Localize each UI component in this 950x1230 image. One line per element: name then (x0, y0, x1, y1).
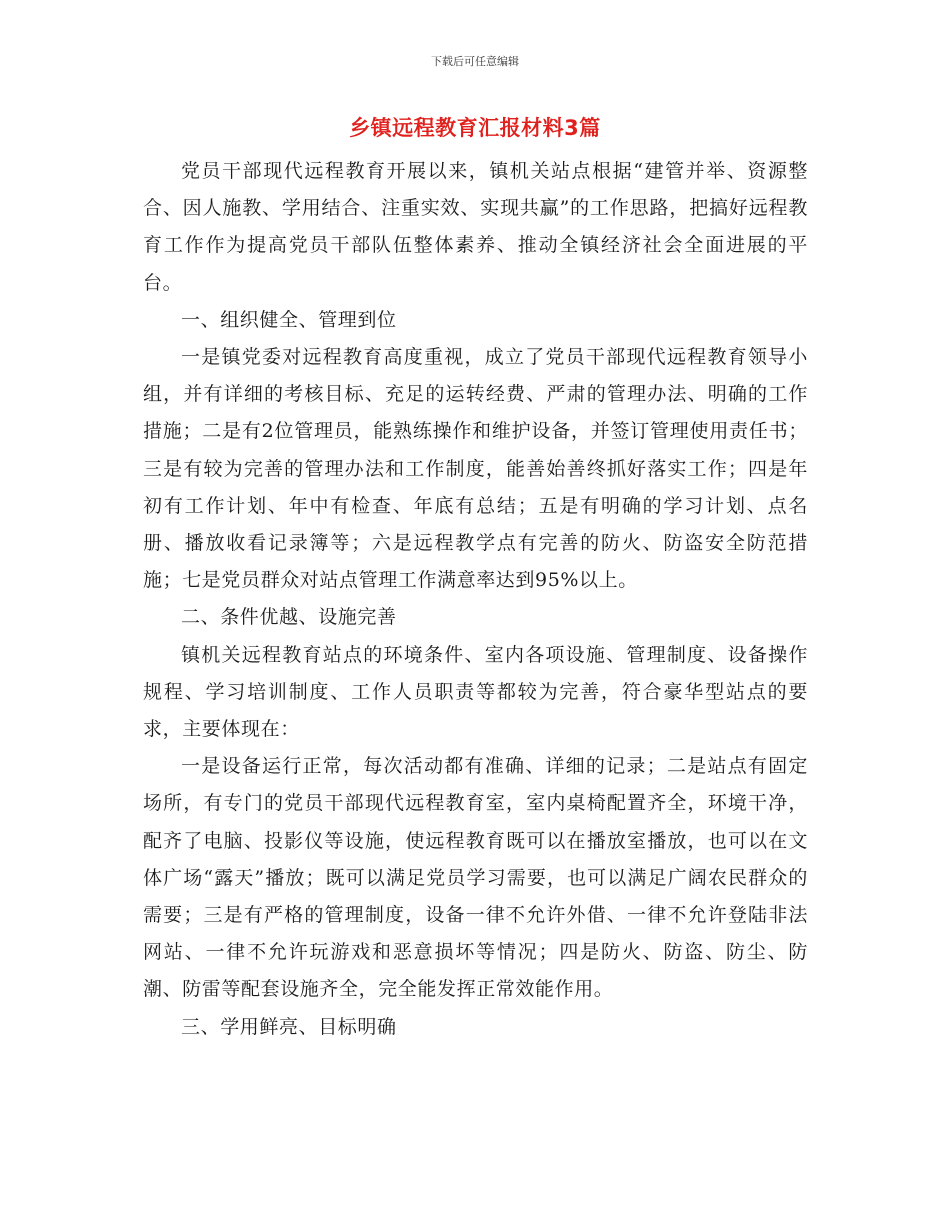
paragraph-section-2a: 镇机关远程教育站点的环境条件、室内各项设施、管理制度、设备操作规程、学习培训制度、工作人员职责等都较为完善，符合豪华型站点的要求，主要体现在： (143, 643, 808, 741)
page-header: 下载后可任意编辑 (431, 55, 519, 68)
section-heading-3: 三、学用鲜亮、目标明确 (181, 1015, 397, 1038)
section-heading-2: 二、条件优越、设施完善 (181, 606, 397, 629)
section-heading-1: 一、组织健全、管理到位 (181, 308, 397, 331)
paragraph-section-2b: 一是设备运行正常，每次活动都有准确、详细的记录；二是站点有固定场所，有专门的党员干部现代远程教育室，室内桌椅配置齐全，环境干净，配齐了电脑、投影仪等设施，使远程教育既可以在播放室播放，也可以在文体广场“露天”播放；既可以满足党员学习需要，也可以满足广阔农民群众的需要；三是有严格的管理制度，设备一律不允许外借、一律不允许登陆非法网站、一律不允许玩游戏和恶意损坏等情况；四是防火、防盗、防尘、防潮、防雷等配套设施齐全，完全能发挥正常效能作用。 (143, 755, 808, 1001)
paragraph-intro: 党员干部现代远程教育开展以来，镇机关站点根据“建管并举、资源整合、因人施教、学用结合、注重实效、实现共赢”的工作思路，把搞好远程教育工作作为提高党员干部队伍整体素养、推动全镇经济社会全面进展的平台。 (143, 160, 808, 294)
document-body (143, 153, 808, 1046)
document-title: 乡镇远程教育汇报材料3篇 (349, 116, 601, 140)
paragraph-section-1: 一是镇党委对远程教育高度重视，成立了党员干部现代远程教育领导小组，并有详细的考核目标、充足的运转经费、严肃的管理办法、明确的工作措施；二是有2位管理员，能熟练操作和维护设备，并签订管理使用责任书；三是有较为完善的管理办法和工作制度，能善始善终抓好落实工作；四是年初有工作计划、年中有检查、年底有总结；五是有明确的学习计划、点名册、播放收看记录簿等；六是远程教学点有完善的防火、防盗安全防范措施；七是党员群众对站点管理工作满意率达到95%以上。 (143, 346, 808, 592)
